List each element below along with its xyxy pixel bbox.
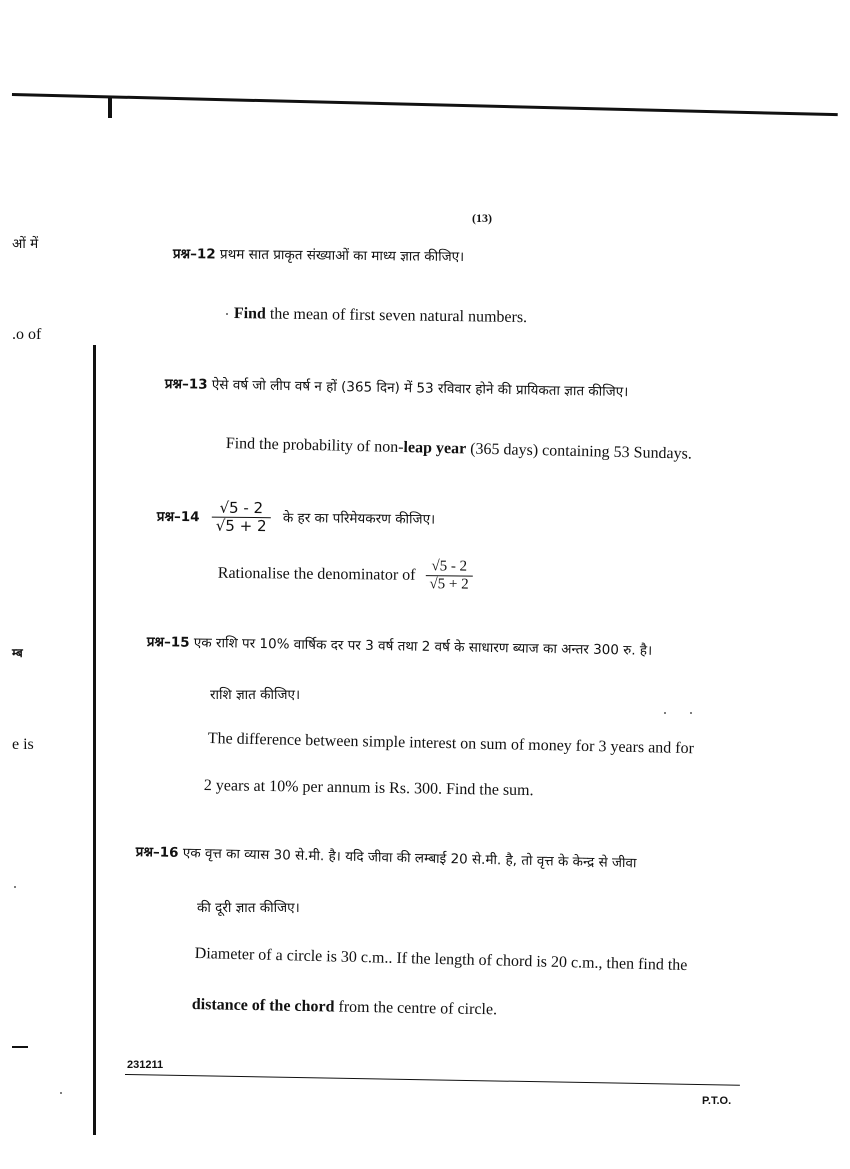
binding-edge-line — [93, 345, 96, 1135]
scan-speck — [14, 886, 16, 888]
left-margin-fragment: .o of — [12, 326, 42, 343]
top-scan-edge-rule — [12, 93, 838, 116]
question-14-hindi — [157, 499, 436, 537]
question-english-bold: Find — [233, 305, 267, 323]
fraction-numerator: √5 - 2 — [426, 558, 473, 577]
scan-speck — [664, 712, 666, 714]
binding-edge-mark-top — [108, 96, 112, 118]
question-hindi-text: एक वृत्त का व्यास 30 से.मी. है। यदि जीवा की लम्बाई 20 से.मी. है, तो वृत्त के केन्द्र से जीवा — [182, 845, 637, 872]
question-16-english-line1: Diameter of a circle is 30 c.m.. If the length of chord is 20 c.m., then find the — [194, 945, 688, 975]
fraction-denominator: √5 + 2 — [215, 516, 267, 536]
left-margin-fragment: e is — [12, 736, 34, 753]
question-english-bold: distance of the chord — [191, 996, 335, 1016]
fraction-numerator: √5 - 2 — [212, 500, 271, 519]
question-14-english — [218, 556, 473, 594]
question-15-hindi — [147, 632, 653, 659]
question-english-text: from the centre of circle. — [334, 998, 498, 1019]
left-margin-dash — [12, 1046, 28, 1048]
question-12-hindi — [173, 244, 465, 265]
question-english-text: Rationalise the denominator of — [217, 564, 416, 584]
question-english-text: (365 days) containing 53 Sundays. — [465, 440, 693, 463]
scan-speck — [60, 1092, 62, 1094]
fraction-denominator: √5 + 2 — [429, 576, 469, 593]
question-16-hindi-line2: की दूरी ज्ञात कीजिए। — [197, 900, 300, 916]
paper-code: 231211 — [127, 1059, 164, 1071]
scan-speck — [226, 313, 228, 315]
math-fraction — [212, 500, 271, 536]
question-15-hindi-line2: राशि ज्ञात कीजिए। — [210, 687, 301, 703]
question-13-english — [226, 435, 692, 464]
question-label: प्रश्न–16 — [135, 843, 179, 861]
question-label: प्रश्न–14 — [156, 508, 200, 526]
question-12-english — [234, 305, 527, 327]
question-label: प्रश्न–12 — [172, 245, 216, 263]
question-label: प्रश्न–15 — [146, 633, 190, 651]
question-hindi-text: ऐसे वर्ष जो लीप वर्ष न हों (365 दिन) में 53 रविवार होने की प्रायिकता ज्ञात कीजिए। — [211, 376, 629, 401]
left-margin-fragment: म्ब — [12, 646, 23, 660]
question-13-hindi — [165, 374, 629, 400]
page-number: (13) — [472, 211, 492, 225]
math-fraction — [425, 558, 473, 594]
pto-label: P.T.O. — [702, 1095, 732, 1107]
scan-speck — [690, 712, 692, 714]
question-hindi-text: प्रथम सात प्राकृत संख्याओं का माध्य ज्ञात कीजिए। — [219, 246, 465, 266]
question-hindi-text: के हर का परिमेयकरण कीजिए। — [282, 510, 436, 528]
question-label: प्रश्न–13 — [164, 375, 208, 393]
question-english-text: Find the probability of non- — [225, 435, 404, 457]
left-margin-fragment: ओं में — [12, 236, 39, 252]
question-hindi-text: एक राशि पर 10% वार्षिक दर पर 3 वर्ष तथा 2 वर्ष के साधारण ब्याज का अन्तर 300 रु. है। — [193, 634, 653, 659]
question-english-text: the mean of first seven natural numbers. — [265, 305, 528, 327]
question-15-english-line1: The difference between simple interest on sum of money for 3 years and for — [207, 730, 695, 758]
question-16-english-line2 — [192, 996, 498, 1019]
question-english-bold: leap year — [403, 439, 467, 458]
question-16-hindi — [136, 842, 637, 871]
question-15-english-line2: 2 years at 10% per annum is Rs. 300. Find the sum. — [203, 777, 534, 800]
footer-rule — [125, 1074, 740, 1086]
